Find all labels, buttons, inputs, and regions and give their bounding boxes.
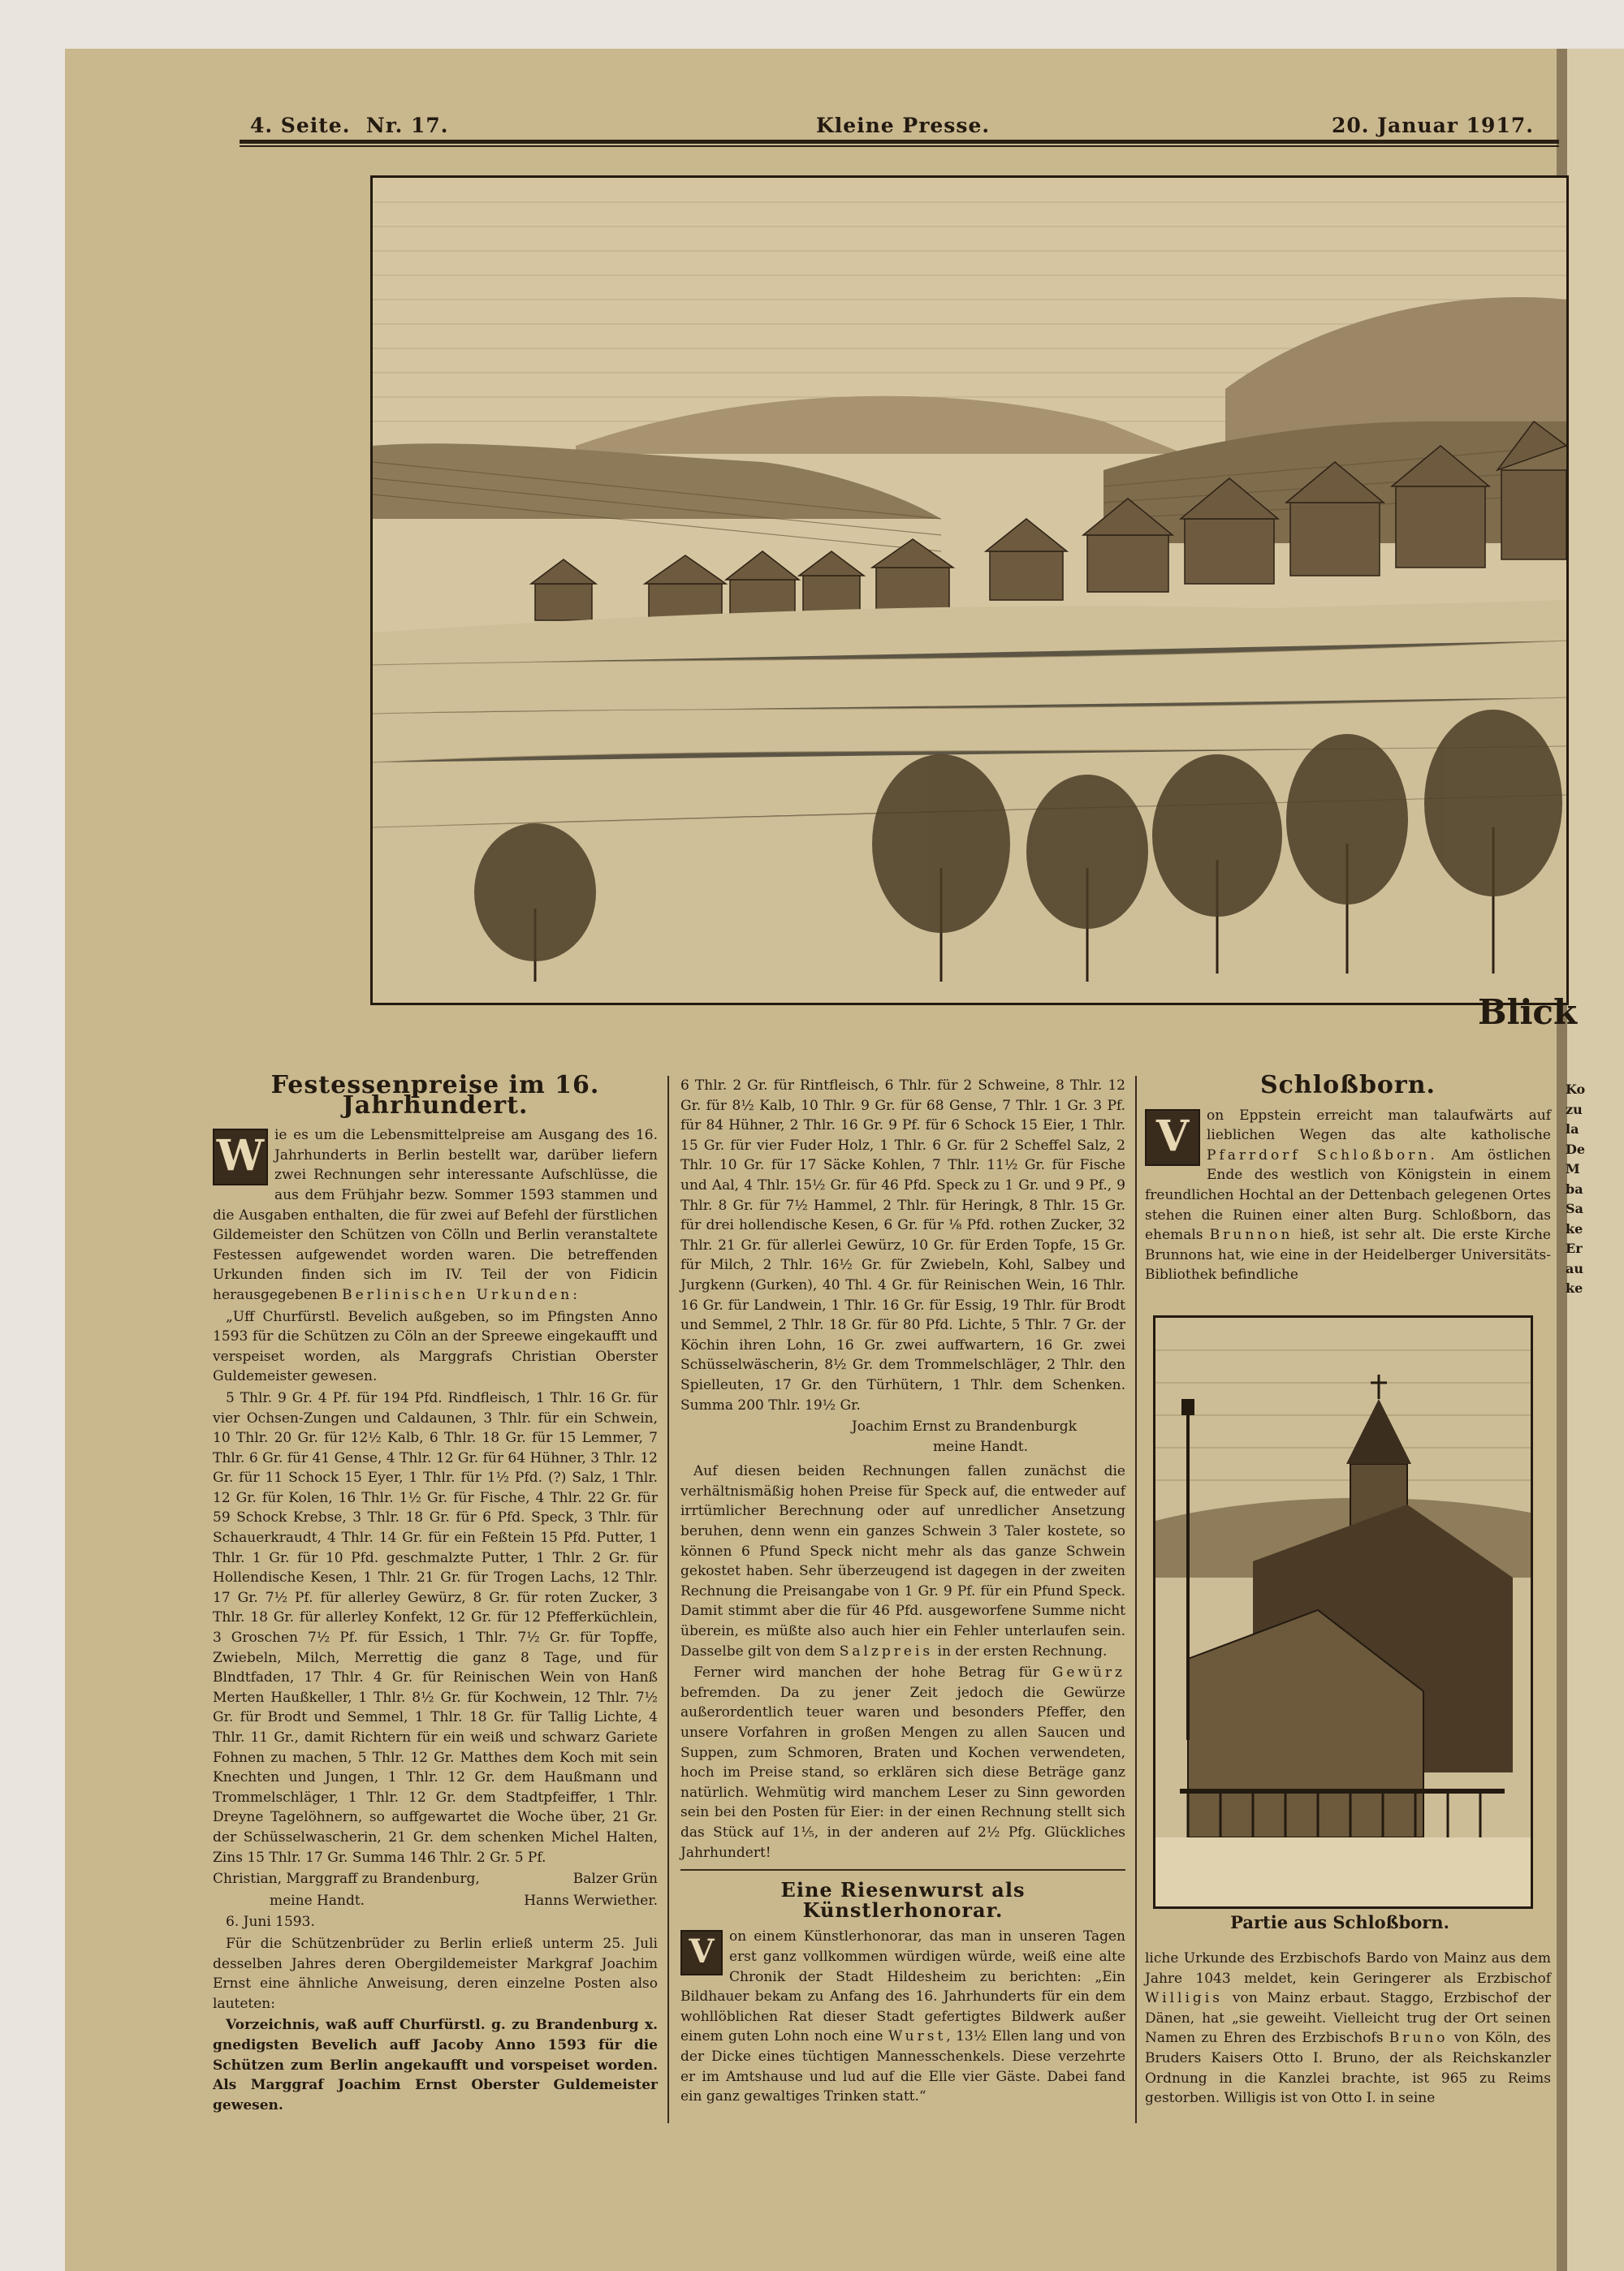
article-heading-riesenwurst: Eine Riesenwurst als Künstlerhonorar.: [780, 1878, 1026, 1922]
column-divider-2: [1135, 1076, 1137, 2123]
church-engraving: [1155, 1318, 1531, 1906]
edge-fragment: ke: [1566, 1280, 1583, 1296]
edge-fragment: la: [1566, 1121, 1579, 1137]
second-invoice-intro: Für die Schützenbrüder zu Berlin erließ unterm 25. Juli desselben Jahres deren Obergildemeister Markgraf Joachim Ernst eine ähnliche Anweisung, deren einzelne Posten also lauteten:: [213, 1935, 658, 2012]
column-3-continued: [1145, 1949, 1551, 2110]
column-2: [680, 1076, 1125, 2109]
edge-fragment: Sa: [1566, 1201, 1583, 1216]
invoice-items-1: 5 Thlr. 9 Gr. 4 Pf. für 194 Pfd. Rindfleisch, 1 Thlr. 16 Gr. für vier Ochsen-Zungen und Caldaunen, 3 Thlr. für ein Schwein, 10 Thlr. 20 Gr. für 12½ Kalb, 6 Thlr. 18 Gr. für 15 Lemmer, 7 Thlr. 6 Gr. für 41 Gense, 4 Thlr. 12 Gr. für 64 Hühner, 3 Thlr. 12 Gr. für 11 Schock 15 Eyer, 1 Thlr. für 1½ Pfd. (?) Salz, 1 Thlr. 12 Gr. für Kolen, 16 Thlr. 1½ Gr. für Fische, 4 Thlr. 22 Gr. für 59 Schock Krebse, 3 Thlr. 18 Gr. für 6 Pfd. Speck, 3 Thlr. für Schauerkraudt, 4 Thlr. 14 Gr. für ein Feßtein 15 Pfd. Putter, 1 Thlr. 1 Gr. für 10 Pfd. geschmalzte Putter, 1 Thlr. 2 Gr. für Hollendische Kesen, 1 Thlr. 21 Gr. für Trogen Lachs, 12 Thlr. 17 Gr. 7½ Pf. für allerley Gewürz, 8 Gr. für roten Zucker, 3 Thlr. 18 Gr. für allerley Konfekt, 12 Gr. für 12 Pfefferküchlein, 3 Groschen 7½ Pf. für Essich, 1 Thlr. 7½ Gr. für Topffe, Zwiebeln, Milch, Merrettig die ganz 8 Tage, und für Blndtfaden, 17 Thlr. 4 Gr. für Reinischen Wein von Hanß Merten Haußkeller, 1 Thlr. 8½ Gr. für Kochwein, 12 Thlr. 7½ Gr. für Brodt und Semmel, 1 Thlr. 18 Gr. für Tallig Lichte, 4 Thlr. 11 Gr., damit Richtern für ein weiß und schwarz Gariete Fohnen zu machen, 5 Thlr. 12 Gr. Matthes dem Koch mit sein Knechten und Jungen, 1 Thlr. 12 Gr. dem Haußmann und Trommelschläger, 1 Thlr. 12 Gr. dem Stadtpfeiffer, 1 Thlr. Dreyne Tagelöhnern, so auffgewartet die Woche über, 21 Gr. der Schüsselwascherin, 21 Gr. dem schenken Michel Halten, Zins 15 Thlr. 17 Gr. Summa 146 Thlr. 2 Gr. 5 Pf.: [213, 1389, 658, 1866]
edge-fragment: Ko: [1566, 1082, 1586, 1097]
village-landscape-engraving: [373, 178, 1566, 1003]
church-illustration: [1153, 1315, 1533, 1909]
edge-fragment: ke: [1566, 1220, 1583, 1237]
schlossborn-history: liche Urkunde des Erzbischofs Bardo von Mainz aus dem Jahre 1043 meldet, kein Geringerer als Erzbischof Willigis von Mainz erbaut. Staggo, Erzbischof der Dänen, hat „sie geweiht. Vielleicht trug der Ort seinen Namen zu Ehren des Erzbischofs Bruno von Köln, des Bruders Kaisers Otto I. Bruno, der als Reichskanzler Ordnung in die Kanzlei brachte, ist 965 zu Reims gestorben. Willigis ist von Otto I. in seine: [1145, 1950, 1552, 2107]
edge-fragment: Er: [1566, 1241, 1583, 1256]
signature-block: Christian, Marggraff zu Brandenburg, Balzer Grün: [213, 1871, 658, 1888]
paper-title: Kleine Presse.: [816, 114, 991, 137]
schlossborn-intro: V on Eppstein erreicht man talaufwärts auf lieblichen Wegen das alte katholische Pfarrdorf Schloßborn. Am östlichen Ende des westlich von Königstein in einem freundlichen Hochtal an der Dettenbach gelegenen Ortes stehen die Ruinen einer alten Burg. Schloßborn, das ehemals Brunnon hieß, ist sehr alt. Die erste Kirche Brunnons hat, wie eine in der Heidelberger Universitäts-Bibliothek befindliche: [1145, 1107, 1551, 1284]
page-number: 4. Seite. Nr. 17.: [250, 114, 449, 137]
article-heading-schlossborn: Schloßborn.: [1260, 1071, 1436, 1099]
drop-cap-2: V: [680, 1930, 723, 1975]
edge-fragment: M: [1566, 1161, 1580, 1177]
edge-fragment: ba: [1566, 1181, 1583, 1197]
masthead-rule-thin: [240, 145, 1559, 147]
edge-fragment: zu: [1566, 1101, 1583, 1117]
column-3: [1145, 1071, 1551, 1287]
article-intro: W ie es um die Lebensmittelpreise am Ausgang des 16. Jahrhunderts in Berlin bestellt war, darüber liefern zwei Rechnungen sehr interessante Aufschlüsse, die aus dem Frühjahr bezw. Sommer 1593 stammen und die Ausgaben enthalten, die für zwei auf Befehl der fürstlichen Gildemeister den Schützen von Cölln und Berlin veranstaltete Festessen aufgewendet worden waren. Die betreffenden Urkunden finden sich im IV. Teil der von Fidicin herausgegebenen Berlinischen Urkunden:: [213, 1127, 658, 1303]
signature-joachim: Joachim Ernst zu Brandenburgk: [851, 1418, 1077, 1436]
masthead-rule: [240, 140, 1559, 144]
edge-fragment: au: [1566, 1260, 1583, 1276]
drop-cap: W: [213, 1129, 268, 1185]
signature-handt: meine Handt.: [932, 1438, 1028, 1455]
invoice-items-2: 6 Thlr. 2 Gr. für Rintfleisch, 6 Thlr. für 2 Schweine, 8 Thlr. 12 Gr. für 8½ Kalb, 10 Thlr. 9 Gr. für 68 Gense, 7 Thlr. 1 Gr. 3 Pf. für 84 Hühner, 2 Thlr. 16 Gr. 9 Pf. für 6 Schock 15 Eier, 1 Thlr. 15 Gr. für vier Fuder Holz, 1 Thlr. 6 Gr. für 2 Scheffel Salz, 2 Thlr. 10 Gr. für 17 Säcke Kohlen, 7 Thlr. 11½ Gr. für Fische und Aal, 4 Thlr. 15½ Gr. für 46 Pfd. Speck zu 1 Gr. und 9 Pf., 9 Thlr. 8 Gr. für 7½ Hammel, 2 Thlr. für Heringk, 8 Thlr. 15 Gr. für drei hollendische Kesen, 6 Gr. für ⅛ Pfd. rothen Zucker, 32 Thlr. 21 Gr. für allerlei Gewürz, 10 Gr. für Erden Topfe, 15 Gr. für Milch, 2 Thlr. 16½ Gr. für Zwiebeln, Kohl, Salbey und Jurgkenn (Gurken), 40 Thl. 4 Gr. für Reinischen Wein, 16 Thlr. 16 Gr. für Landwein, 1 Thlr. 16 Gr. für Essig, 19 Thlr. für Brodt und Semmel, 2 Thlr. 18 Gr. für 80 Pfd. Lichte, 5 Thlr. 7 Gr. der Köchin ihren Lohn, 16 Gr. zwei auffwartern, 16 Gr. zwei Schüsselwäscherin, 8½ Gr. dem Trommelschläger, 2 Thlr. den Spielleuten, 17 Gr. den Türhütern, 1 Thlr. dem Schenken. Summa 200 Thlr. 19½ Gr.: [680, 1077, 1125, 1414]
commentary-2: Ferner wird manchen der hohe Betrag für Gewürz befremden. Da zu jener Zeit jedoch die Gewürze außerordentlich teuer waren und besonders Pfeffer, den unsere Vorfahren in großen Mengen zu allen Saucen und Suppen, zum Schmoren, Braten und Kochen verwendeten, hoch im Preise stand, so erklären sich diese Beträge ganz natürlich. Wehmütig wird manchem Leser zu Sinn geworden sein bei den Posten für Eier: in der einen Rechnung stellt sich das Stück auf 1⅕, in der anderen auf 2½ Pfg. Glückliches Jahrhundert!: [680, 1664, 1126, 1861]
landscape-illustration: [370, 175, 1569, 1005]
drop-cap-3: V: [1145, 1109, 1200, 1166]
column-divider-1: [667, 1076, 669, 2123]
invoice-date: 6. Juni 1593.: [226, 1914, 315, 1931]
illustration-title: Blick: [1478, 992, 1578, 1032]
commentary-1: Auf diesen beiden Rechnungen fallen zunächst die verhältnismäßig hohen Preise für Speck auf, die entweder auf irrtümlicher Berechnung oder auf unredlicher Ansetzung beruhen, denn wenn ein ganzes Schwein 3 Taler kostete, so können 6 Pfund Speck nicht mehr als das ganze Schwein gekostet haben. Sehr überzeugend ist dagegen in der zweiten Rechnung die Preisangabe von 1 Gr. 9 Pf. für ein Pfund Speck. Damit stimmt aber die für 46 Pfd. ausgeworfene Summe nicht überein, es müßte also auch hier ein Fehler unterlaufen sein. Dasselbe gilt von dem Salzpreis in der ersten Rechnung.: [680, 1463, 1125, 1660]
issue-date: 20. Januar 1917.: [1332, 114, 1534, 137]
church-caption: Partie aus Schloßborn.: [1230, 1912, 1449, 1932]
column-1: [213, 1071, 658, 2117]
article-heading-festessen: Festessenpreise im 16. Jahrhundert.: [270, 1071, 600, 1120]
signature-block-2: meine Handt. Hanns Werwiether.: [270, 1892, 658, 1909]
second-invoice-title: Vorzeichnis, waß auff Churfürstl. g. zu Brandenburg x. gnedigsten Bevelich auff Jacoby Anno 1593 für die Schützen zum Berlin angekaufft und vorspeiset worden. Als Marggraf Joachim Ernst Oberster Guldemeister gewesen.: [213, 2017, 658, 2113]
edge-fragment: De: [1566, 1141, 1586, 1157]
riesenwurst-text: V on einem Künstlerhonorar, das man in unseren Tagen erst ganz vollkommen würdigen würde, weiß eine alte Chronik der Stadt Hildesheim zu berichten: „Ein Bildhauer bekam zu Anfang des 16. Jahrhunderts für ein dem wohllöblichen Rat dieser Stadt gefertigtes Bildwerk außer einem guten Lohn noch eine Wurst, 13½ Ellen lang und von der Dicke eines tüchtigen Mannesschenkels. Diese verzehrte er im Amtshause und lud auf die Elle vier Gäste. Dabei fand ein ganz gewaltiges Trinken statt.“: [680, 1928, 1126, 2105]
invoice-intro: „Uff Churfürstl. Bevelich außgeben, so im Pfingsten Anno 1593 für die Schützen zu Cöln an der Spreewe eingekaufft und verspeiset worden, als Marggrafs Christian Oberster Guldemeister gewesen.: [213, 1308, 658, 1385]
